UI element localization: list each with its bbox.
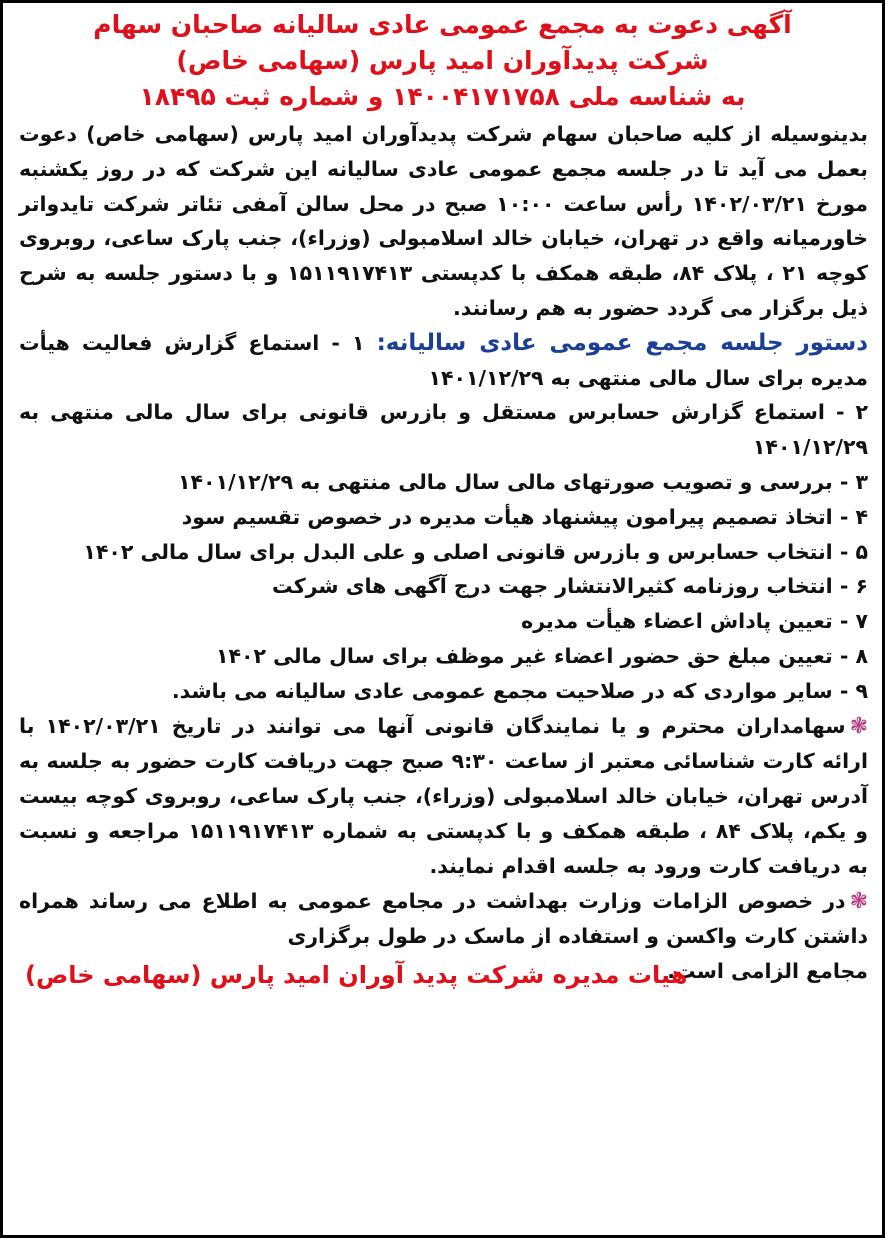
flower-star-icon: ❃ (849, 888, 868, 914)
note-health (19, 884, 868, 955)
intro-paragraph: بدینوسیله از کلیه صاحبان سهام شرکت پدیدآوران امید پارس (سهامی خاص) دعوت بعمل می آید تا در جلسه مجمع عمومی عادی سالیانه این شرکت که در روز یکشنبه مورخ ۱۴۰۲/۰۳/۲۱ رأس ساعت ۱۰:۰۰ صبح در محل سالن آمفی تئاتر شرکت تایدواتر خاورمیانه واقع در تهران، خیابان خالد اسلامبولی (وزراء)، جنب پارک ساعی، روبروی کوچه ۲۱ ، پلاک ۸۴، طبقه همکف با کدپستی ۱۵۱۱۹۱۷۴۱۳ و با دستور جلسه به شرح ذیل برگزار می گردد حضور به هم رسانند. (19, 122, 869, 320)
signature-row (19, 954, 868, 992)
agenda-item-8: ۸ - تعیین مبلغ حق حضور اعضاء غیر موظف برای سال مالی ۱۴۰۲ (215, 643, 868, 668)
flower-star-icon: ❃ (849, 713, 868, 739)
announcement-body (3, 117, 882, 992)
note-shareholders-text: سهامداران محترم و یا نمایندگان قانونی آنها می توانند در تاریخ ۱۴۰۲/۰۳/۲۱ با ارائه کارت شناسائی معتبر از ساعت ۹:۳۰ صبح جهت دریافت کارت حضور به جلسه به آدرس تهران، خیابان خالد اسلامبولی (وزراء)، جنب پارک ساعی، روبروی کوچه بیست و یکم، پلاک ۸۴ ، طبقه همکف و با کدپستی به شماره ۱۵۱۱۹۱۷۴۱۳ مراجعه و نسبت به دریافت کارت ورود به جلسه اقدام نمایند. (19, 713, 868, 878)
agenda-item-3: ۳ - بررسی و تصویب صورتهای مالی سال مالی منتهی به ۱۴۰۱/۱۲/۲۹ (178, 469, 868, 494)
note-health-text: در خصوص الزامات وزارت بهداشت در مجامع عمومی به اطلاع می رساند همراه داشتن کارت واکسن و استفاده از ماسک در طول برگزاری (19, 888, 868, 949)
agenda-item-6: ۶ - انتخاب روزنامه کثیرالانتشار جهت درج آگهی های شرکت (272, 574, 868, 599)
agenda-item-5: ۵ - انتخاب حسابرس و بازرس قانونی اصلی و علی البدل برای سال مالی ۱۴۰۲ (83, 539, 868, 564)
note-health-tail: مجامع الزامی است. (667, 959, 868, 984)
agenda-item-2: ۲ - استماع گزارش حسابرس مستقل و بازرس قانونی برای سال مالی منتهی به ۱۴۰۱/۱۲/۲۹ (19, 400, 868, 460)
note-shareholders (19, 709, 868, 884)
title-line-2: شرکت پدیدآوران امید پارس (سهامی خاص) (176, 46, 709, 75)
agenda-item-7: ۷ - تعیین پاداش اعضاء هیأت مدیره (521, 609, 868, 634)
title-line-3: به شناسه ملی ۱۴۰۰۴۱۷۱۷۵۸ و شماره ثبت ۱۸۴۹۵ (139, 82, 746, 111)
agenda-first-line (19, 326, 868, 396)
board-signature: هیات مدیره شرکت پدید آوران امید پارس (سهامی خاص) (25, 961, 688, 990)
agenda-item-9: ۹ - سایر مواردی که در صلاحیت مجمع عمومی عادی سالیانه می باشد. (171, 678, 868, 703)
agenda-heading: دستور جلسه مجمع عمومی عادی سالیانه: (376, 329, 868, 356)
agenda-item-4: ۴ - اتخاذ تصمیم پیرامون پیشنهاد هیأت مدیره در خصوص تقسیم سود (181, 504, 868, 529)
agenda-item-1: ۱ - استماع گزارش فعالیت هیأت مدیره برای سال مالی منتهی به ۱۴۰۱/۱۲/۲۹ (19, 330, 868, 390)
title-line-1: آگهی دعوت به مجمع عمومی عادی سالیانه صاحبان سهام (93, 10, 792, 39)
